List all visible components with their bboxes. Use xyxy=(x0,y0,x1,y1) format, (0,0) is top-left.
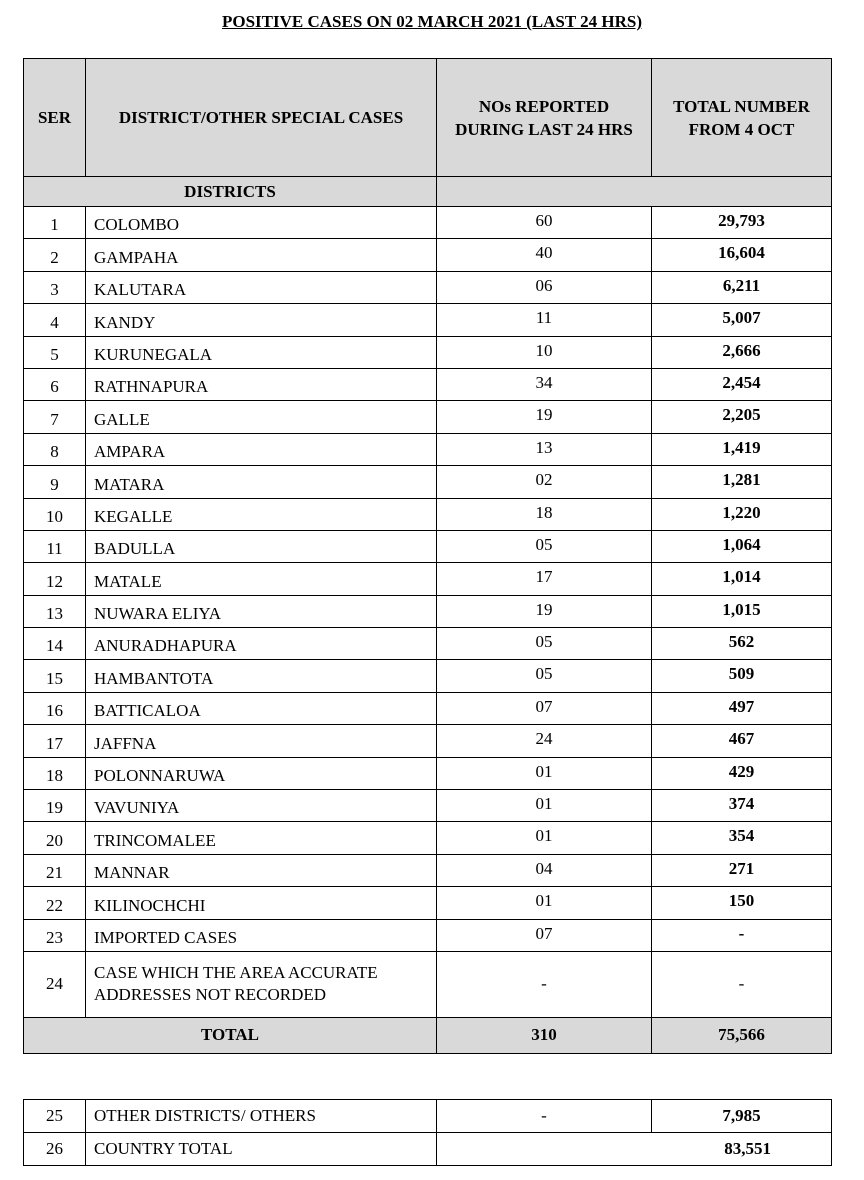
row-name: COUNTRY TOTAL xyxy=(86,1133,437,1166)
row-total: 2,666 xyxy=(652,336,832,368)
row-reported: - xyxy=(437,951,652,1017)
row-total: 374 xyxy=(652,790,832,822)
row-ser: 23 xyxy=(24,919,86,951)
row-reported: 19 xyxy=(437,401,652,433)
row-total: 1,419 xyxy=(652,433,832,465)
row-name: OTHER DISTRICTS/ OTHERS xyxy=(86,1100,437,1133)
row-name: BADULLA xyxy=(86,530,437,562)
table-row xyxy=(24,854,832,886)
row-name: AMPARA xyxy=(86,433,437,465)
row-name: KILINOCHCHI xyxy=(86,887,437,919)
row-reported: 02 xyxy=(437,466,652,498)
table-row xyxy=(24,757,832,789)
row-ser: 16 xyxy=(24,692,86,724)
row-total: - xyxy=(652,919,832,951)
table-row xyxy=(24,368,832,400)
row-total: - xyxy=(652,951,832,1017)
row-ser: 5 xyxy=(24,336,86,368)
row-ser: 15 xyxy=(24,660,86,692)
row-name: GAMPAHA xyxy=(86,239,437,271)
table-row xyxy=(24,628,832,660)
row-total: 2,205 xyxy=(652,401,832,433)
row-total: 1,220 xyxy=(652,498,832,530)
row-name: GALLE xyxy=(86,401,437,433)
row-reported: 05 xyxy=(437,628,652,660)
row-ser: 19 xyxy=(24,790,86,822)
row-name: ANURADHAPURA xyxy=(86,628,437,660)
row-ser: 3 xyxy=(24,271,86,303)
table-row xyxy=(24,595,832,627)
row-total: 7,985 xyxy=(652,1100,832,1133)
table-row xyxy=(24,1100,832,1133)
row-reported: 01 xyxy=(437,822,652,854)
table-row xyxy=(24,887,832,919)
row-total: 497 xyxy=(652,692,832,724)
row-reported: 24 xyxy=(437,725,652,757)
row-name: MATALE xyxy=(86,563,437,595)
total-label: TOTAL xyxy=(24,1017,437,1053)
row-ser: 9 xyxy=(24,466,86,498)
table-row xyxy=(24,563,832,595)
row-reported: 04 xyxy=(437,854,652,886)
row-name: BATTICALOA xyxy=(86,692,437,724)
row-ser: 10 xyxy=(24,498,86,530)
row-ser: 4 xyxy=(24,304,86,336)
row-ser: 7 xyxy=(24,401,86,433)
row-total: 5,007 xyxy=(652,304,832,336)
row-ser: 6 xyxy=(24,368,86,400)
row-total: 1,014 xyxy=(652,563,832,595)
row-ser: 11 xyxy=(24,530,86,562)
row-total: 16,604 xyxy=(652,239,832,271)
table-row xyxy=(24,660,832,692)
table-row xyxy=(24,433,832,465)
table-row xyxy=(24,207,832,239)
row-reported: 18 xyxy=(437,498,652,530)
row-reported: 60 xyxy=(437,207,652,239)
table-row xyxy=(24,401,832,433)
row-name: HAMBANTOTA xyxy=(86,660,437,692)
row-reported: 06 xyxy=(437,271,652,303)
row-total: 509 xyxy=(652,660,832,692)
row-reported: 07 xyxy=(437,692,652,724)
row-ser: 20 xyxy=(24,822,86,854)
row-ser: 17 xyxy=(24,725,86,757)
row-total: 354 xyxy=(652,822,832,854)
section-label: DISTRICTS xyxy=(24,177,437,207)
table-row xyxy=(24,1133,832,1166)
table-row xyxy=(24,692,832,724)
row-name: MATARA xyxy=(86,466,437,498)
row-ser: 22 xyxy=(24,887,86,919)
row-name: RATHNAPURA xyxy=(86,368,437,400)
section-row-districts xyxy=(24,177,832,207)
row-ser: 8 xyxy=(24,433,86,465)
row-ser: 14 xyxy=(24,628,86,660)
row-total: 1,064 xyxy=(652,530,832,562)
header-district: DISTRICT/OTHER SPECIAL CASES xyxy=(86,59,437,177)
row-reported: 01 xyxy=(437,790,652,822)
row-name: IMPORTED CASES xyxy=(86,919,437,951)
table-row xyxy=(24,498,832,530)
header-total: TOTAL NUMBER FROM 4 OCT xyxy=(652,59,832,177)
table-row xyxy=(24,304,832,336)
header-ser: SER xyxy=(24,59,86,177)
extra-table xyxy=(23,1099,832,1166)
row-total: 1,281 xyxy=(652,466,832,498)
table-row xyxy=(24,951,832,1017)
row-reported: 34 xyxy=(437,368,652,400)
total-reported: 310 xyxy=(437,1017,652,1053)
row-reported: 19 xyxy=(437,595,652,627)
row-reported: 10 xyxy=(437,336,652,368)
row-ser: 21 xyxy=(24,854,86,886)
section-blank xyxy=(437,177,832,207)
header-reported: NOs REPORTED DURING LAST 24 HRS xyxy=(437,59,652,177)
row-name: COLOMBO xyxy=(86,207,437,239)
row-reported: 40 xyxy=(437,239,652,271)
table-row xyxy=(24,271,832,303)
cases-table xyxy=(23,58,832,1054)
row-ser: 12 xyxy=(24,563,86,595)
row-name: VAVUNIYA xyxy=(86,790,437,822)
row-name: KURUNEGALA xyxy=(86,336,437,368)
row-name: JAFFNA xyxy=(86,725,437,757)
row-total: 83,551 xyxy=(437,1133,832,1166)
row-reported: 05 xyxy=(437,530,652,562)
page-title: POSITIVE CASES ON 02 MARCH 2021 (LAST 24 HRS) xyxy=(221,12,643,31)
row-reported: 01 xyxy=(437,887,652,919)
row-name: KALUTARA xyxy=(86,271,437,303)
row-total: 271 xyxy=(652,854,832,886)
row-name: NUWARA ELIYA xyxy=(86,595,437,627)
row-name: MANNAR xyxy=(86,854,437,886)
row-reported: 07 xyxy=(437,919,652,951)
row-total: 467 xyxy=(652,725,832,757)
row-total: 429 xyxy=(652,757,832,789)
row-reported: 11 xyxy=(437,304,652,336)
row-total: 2,454 xyxy=(652,368,832,400)
table-row xyxy=(24,790,832,822)
row-ser: 25 xyxy=(24,1100,86,1133)
row-reported: - xyxy=(437,1100,652,1133)
row-total: 562 xyxy=(652,628,832,660)
row-reported: 01 xyxy=(437,757,652,789)
row-total: 1,015 xyxy=(652,595,832,627)
row-total: 150 xyxy=(652,887,832,919)
row-ser: 26 xyxy=(24,1133,86,1166)
table-row xyxy=(24,336,832,368)
row-name: TRINCOMALEE xyxy=(86,822,437,854)
row-ser: 1 xyxy=(24,207,86,239)
row-ser: 24 xyxy=(24,951,86,1017)
table-row xyxy=(24,822,832,854)
row-name: KEGALLE xyxy=(86,498,437,530)
row-reported: 17 xyxy=(437,563,652,595)
total-row xyxy=(24,1017,832,1053)
table-row xyxy=(24,530,832,562)
table-row xyxy=(24,919,832,951)
row-total: 29,793 xyxy=(652,207,832,239)
row-total: 6,211 xyxy=(652,271,832,303)
table-row xyxy=(24,466,832,498)
row-ser: 18 xyxy=(24,757,86,789)
row-reported: 13 xyxy=(437,433,652,465)
row-name: POLONNARUWA xyxy=(86,757,437,789)
table-row xyxy=(24,725,832,757)
row-reported: 05 xyxy=(437,660,652,692)
row-name: CASE WHICH THE AREA ACCURATE ADDRESSES NOT RECORDED xyxy=(86,951,437,1017)
row-name: KANDY xyxy=(86,304,437,336)
table-row xyxy=(24,239,832,271)
row-ser: 2 xyxy=(24,239,86,271)
row-ser: 13 xyxy=(24,595,86,627)
total-value: 75,566 xyxy=(652,1017,832,1053)
